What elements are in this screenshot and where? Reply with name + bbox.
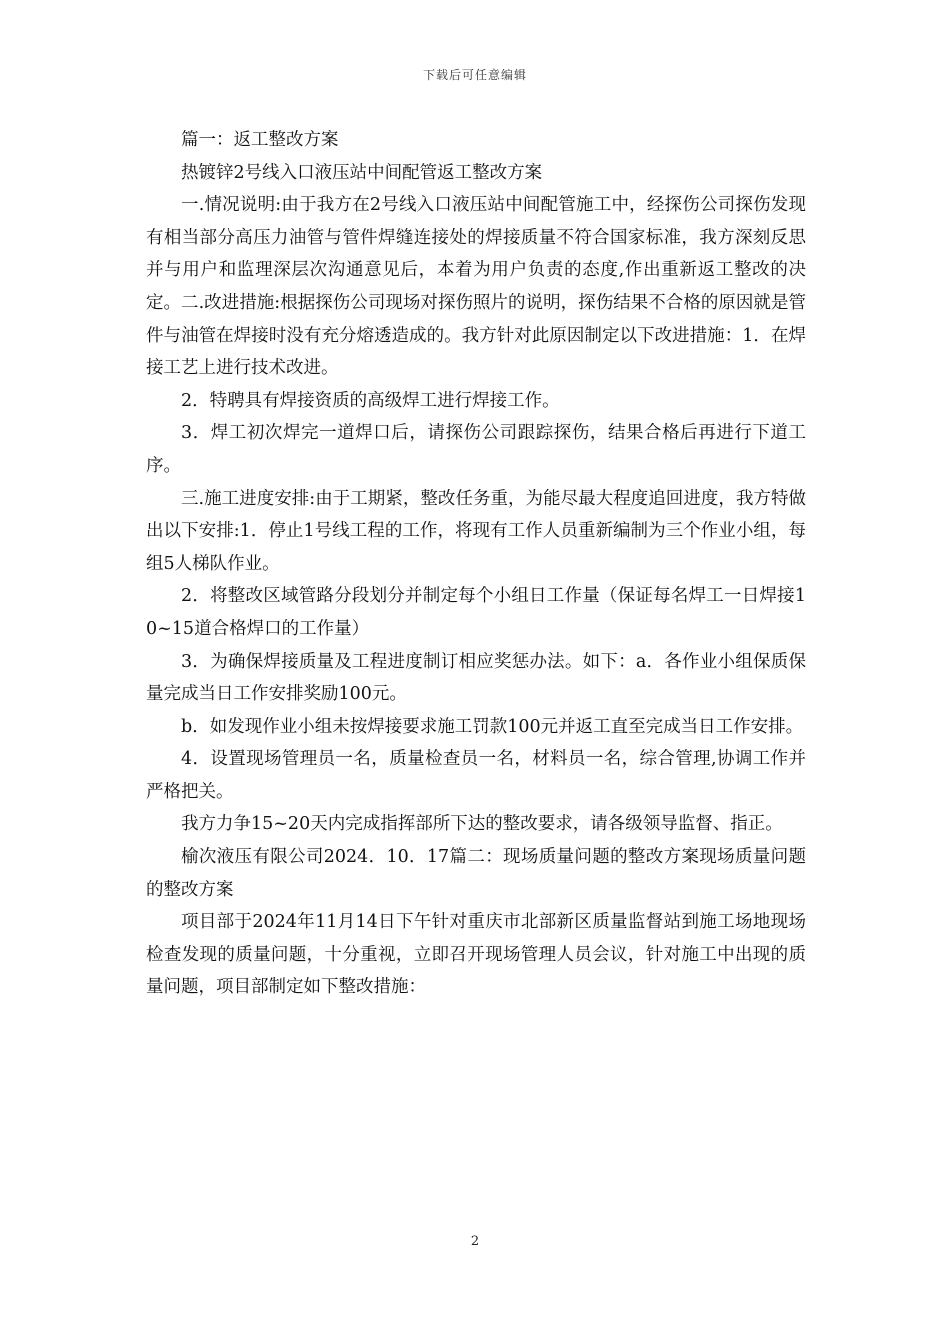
paragraph-11: 我方力争15~20天内完成指挥部所下达的整改要求，请各级领导监督、指正。 [181, 814, 783, 835]
paragraph-1: 篇一：返工整改方案 [181, 130, 339, 150]
paragraph-13: 项目部于2024年11月14日下午针对重庆市北部新区质量监督站到施工场地现场检查发现的质量问题，十分重视，立即召开现场管理人员会议，针对施工中出现的质量问题，项目部制定如下整改措施： [146, 912, 806, 998]
paragraph-6: 三.施工进度安排:由于工期紧，整改任务重，为能尽最大程度追回进度，我方特做出以下安排:1．停止1号线工程的工作，将现有工作人员重新编制为三个作业小组，每组5人梯队作业。 [146, 488, 806, 574]
page-number: 2 [470, 1234, 480, 1249]
document-body [146, 124, 806, 1004]
paragraph-12: 榆次液压有限公司2024．10．17篇二：现场质量问题的整改方案现场质量问题的整改方案 [146, 847, 806, 900]
paragraph-9: b．如发现作业小组未按焊接要求施工罚款100元并返工直至完成当日工作安排。 [181, 716, 804, 737]
paragraph-5: 3．焊工初次焊完一道焊口后，请探伤公司跟踪探伤，结果合格后再进行下道工序。 [146, 423, 806, 476]
paragraph-7: 2．将整改区域管路分段划分并制定每个小组日工作量（保证每名焊工一日焊接10~15道合格焊口的工作量） [146, 586, 806, 639]
paragraph-8: 3．为确保焊接质量及工程进度制订相应奖惩办法。如下：a．各作业小组保质保量完成当日工作安排奖励100元。 [146, 651, 806, 705]
paragraph-4: 2．特聘具有焊接资质的高级焊工进行焊接工作。 [181, 390, 560, 411]
paragraph-10: 4．设置现场管理员一名，质量检查员一名，材料员一名，综合管理,协调工作并严格把关。 [146, 749, 806, 802]
page-header-note: 下载后可任意编辑 [422, 68, 527, 82]
paragraph-2: 热镀锌2号线入口液压站中间配管返工整改方案 [181, 162, 543, 183]
paragraph-3: 一.情况说明:由于我方在2号线入口液压站中间配管施工中，经探伤公司探伤发现有相当部分高压力油管与管件焊缝连接处的焊接质量不符合国家标准，我方深刻反思并与用户和监理深层次沟通意见后，本着为用户负责的态度,作出重新返工整改的决定。二.改进措施:根据探伤公司现场对探伤照片的说明，探伤结果不合格的原因就是管件与油管在焊接时没有充分熔透造成的。我方针对此原因制定以下改进措施：1．在焊接工艺上进行技术改进。 [146, 195, 806, 379]
